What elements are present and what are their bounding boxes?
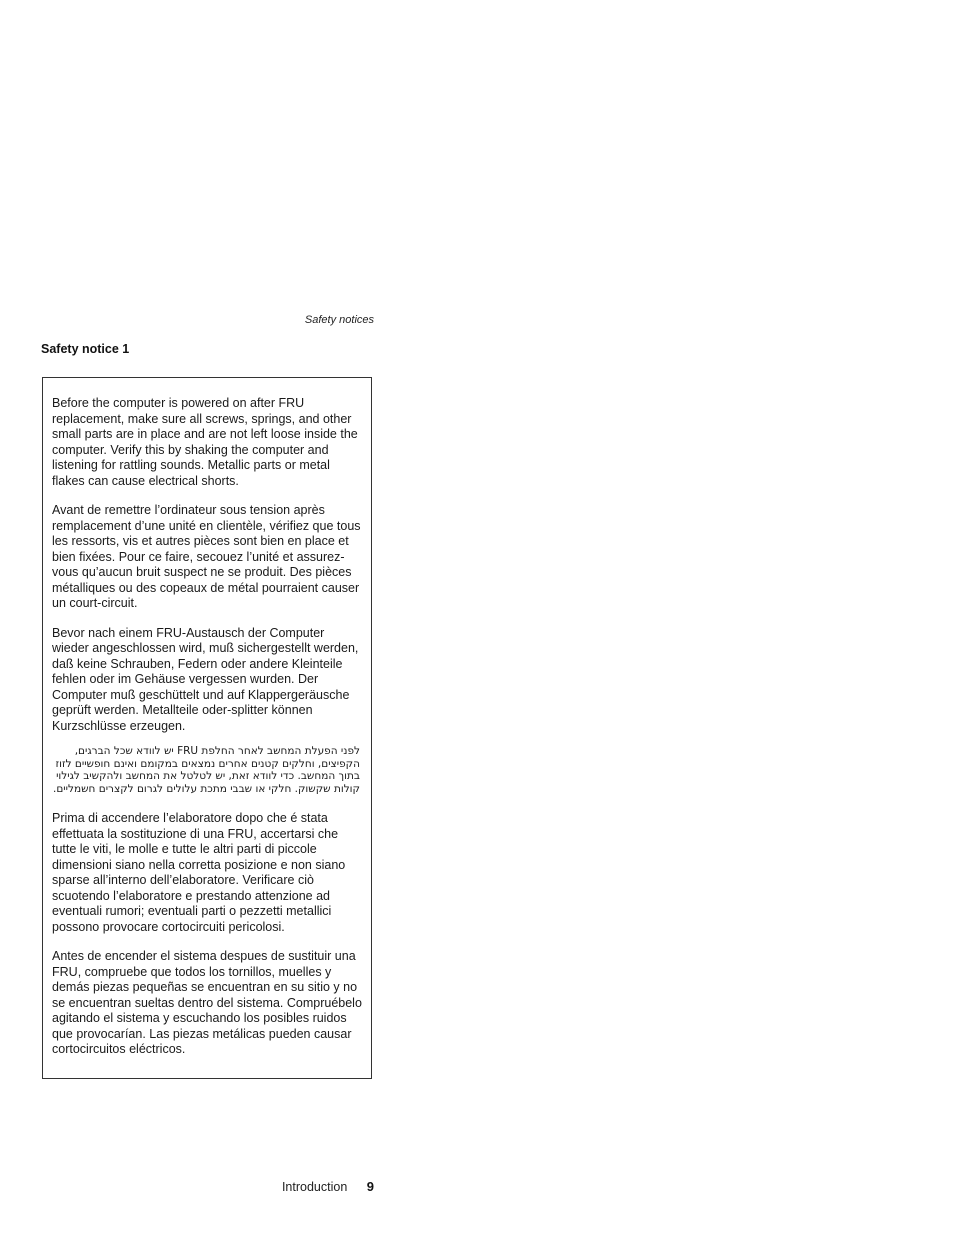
notice-french: Avant de remettre l’ordinateur sous tension après remplacement d’une unité en clientèle, vérifiez que tous les ressorts, vis et autres pièces sont bien en place et bien fixées. Pour ce faire, secouez l’unité et assurez-vous qu’aucun bruit suspect ne se produit. Des pièces métalliques ou des copeaux de métal pourraient causer un court-circuit. bbox=[52, 503, 361, 610]
page-footer bbox=[282, 1179, 374, 1194]
notice-spanish: Antes de encender el sistema despues de sustituir una FRU, compruebe que todos los tornillos, muelles y demás piezas pequeñas se encuentran en su sitio y no se encuentran sueltas dentro del sistema. Compruébelo agitando el sistema y escuchando los posibles ruidos que provocarían. Las piezas metálicas pueden causar cortocircuitos eléctricos. bbox=[52, 949, 362, 1056]
notice-english: Before the computer is powered on after FRU replacement, make sure all screws, springs, and other small parts are in place and are not left loose inside the computer. Verify this by shaking the computer and listening for rattling sounds. Metallic parts or metal flakes can cause electrical shorts. bbox=[52, 396, 358, 488]
notice-italian: Prima di accendere l’elaboratore dopo che é stata effettuata la sostituzione di una FRU, accertarsi che tutte le viti, le molle e tutte le altri parti di piccole dimensioni siano nella corretta posizione e non siano sparse all’interno dell’elaboratore. Verificare ciò scuotendo l’elaboratore e prestando attenzione ad eventuali rumori; eventuali parti o pezzetti metallici possono provocare cortocircuiti pericolosi. bbox=[52, 811, 346, 934]
running-header: Safety notices bbox=[304, 314, 374, 326]
footer-section-label: Introduction bbox=[281, 1180, 348, 1194]
notice-hebrew: לפני הפעלת המחשב לאחר החלפת FRU יש לוודא שכל הברגים, הקפיצים, וחלקים קטנים אחרים נמצאים במקומם ואינם חופשיים לזוז בתוך המחשב. כדי לוודא זאת, יש לטלטל את המחשב ולהקשיב לגילוי קולות שקשוק. חלקי או שבבי מתכת עלולים לגרום לקצרים חשמליים. bbox=[53, 745, 360, 795]
page-number: 9 bbox=[366, 1179, 374, 1194]
safety-notice-box bbox=[42, 377, 372, 1079]
notice-german: Bevor nach einem FRU-Austausch der Computer wieder angeschlossen wird, muß sichergestellt werden, daß keine Schrauben, Federn oder andere Kleinteile fehlen oder im Gehäuse vergessen wurden. Der Computer muß geschüttelt und auf Klappergeräusche geprüft werden. Metallteile oder-splitter können Kurzschlüsse erzeugen. bbox=[52, 625, 359, 733]
section-title: Safety notice 1 bbox=[41, 342, 130, 356]
